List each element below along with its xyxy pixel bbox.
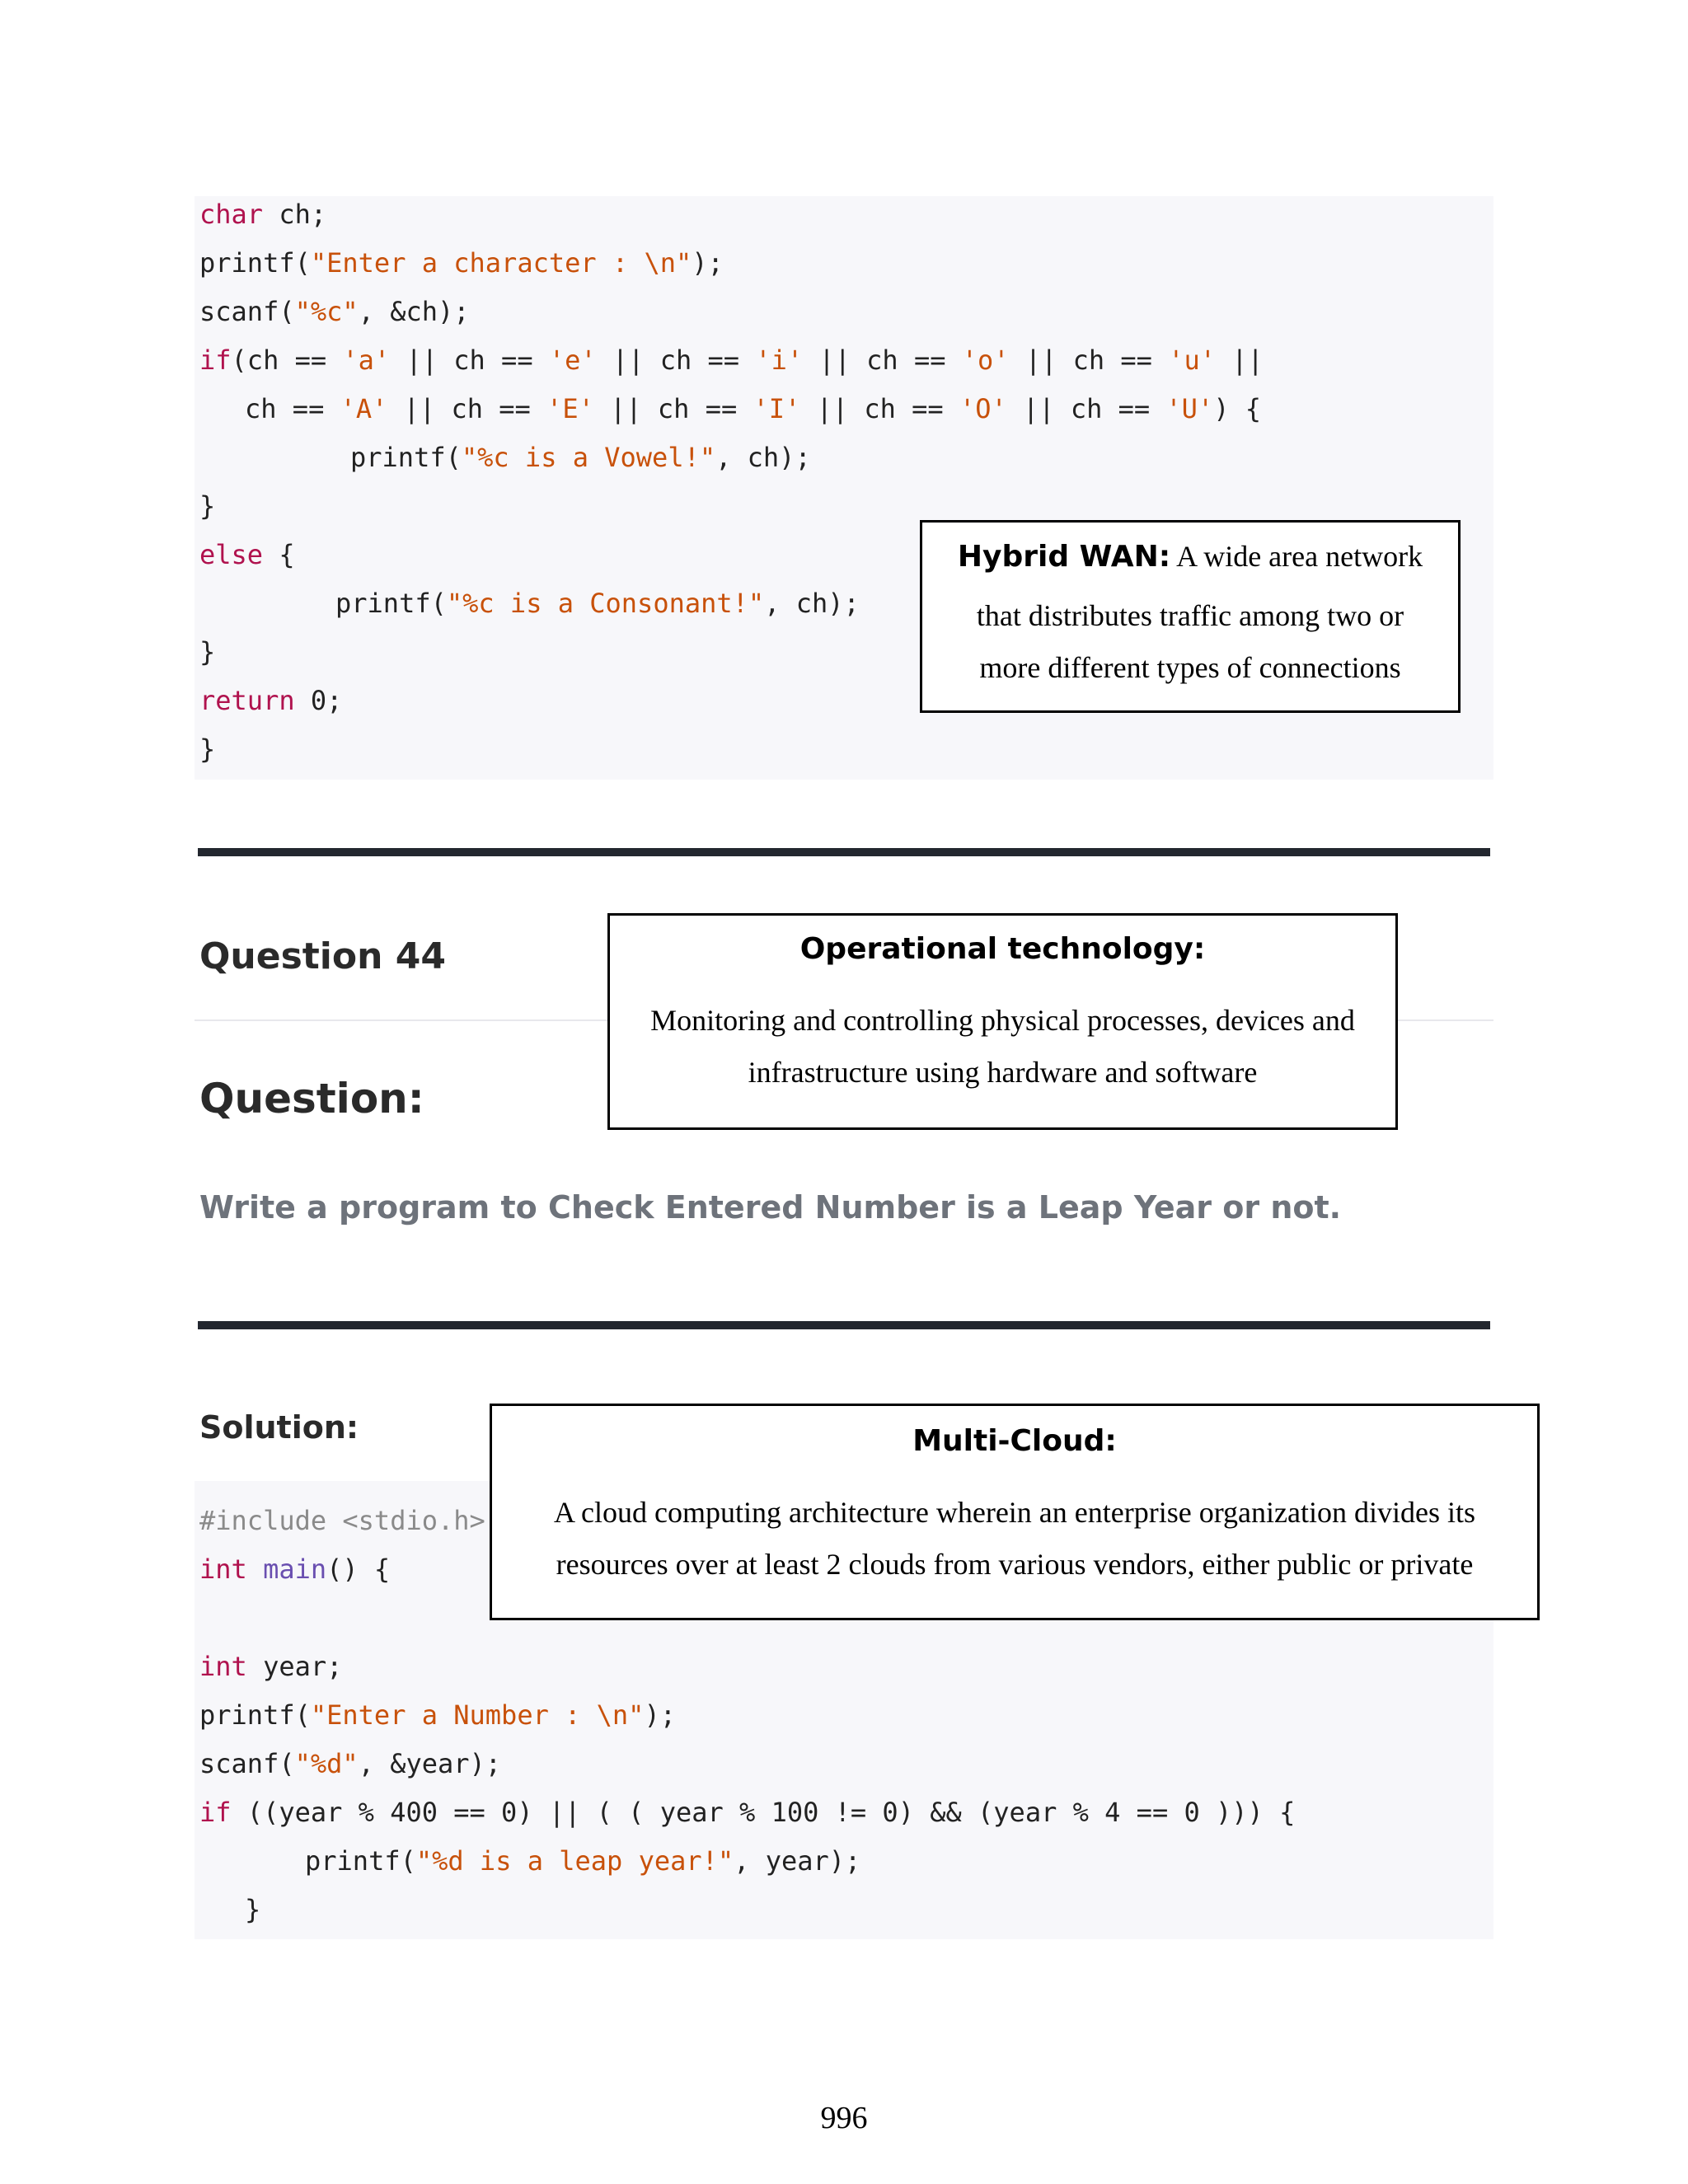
definition-title: Multi-Cloud: [912,1424,1117,1458]
code-line: scanf("%d", &year); [199,1748,502,1779]
definition-box-operational-technology [607,913,1398,1130]
solution-label: Solution: [199,1409,359,1446]
definition-title: Operational technology: [799,932,1206,966]
question-text: Write a program to Check Entered Number is a Leap Year or not. [199,1189,1342,1226]
question-number: Question 44 [199,935,446,977]
code-line: scanf("%c", &ch); [199,296,470,327]
code-line: else { [199,539,295,570]
code-line: printf("%d is a leap year!", year); [305,1845,861,1877]
definition-line: A cloud computing architecture wherein an enterprise organization divides its [554,1496,1475,1529]
code-line: char ch; [199,199,327,230]
section-divider [198,1321,1490,1329]
code-line: } [199,490,216,522]
code-line: } [199,733,216,765]
definition-title: Hybrid WAN: [957,540,1171,574]
code-line: if(ch == 'a' || ch == 'e' || ch == 'i' || ch == 'o' || ch == 'u' || [199,344,1264,376]
definition-line: more different types of connections [979,651,1401,684]
code-line: int year; [199,1651,343,1682]
code-line: if ((year % 400 == 0) || ( ( year % 100 != 0) && (year % 4 == 0 ))) { [199,1797,1296,1828]
code-line: #include <stdio.h> [199,1505,485,1536]
code-line: printf("%c is a Vowel!", ch); [350,442,811,473]
code-line: ch == 'A' || ch == 'E' || ch == 'I' || ch == 'O' || ch == 'U') { [245,393,1261,424]
page-number: 996 [820,2101,868,2135]
code-line: printf("%c is a Consonant!", ch); [335,588,860,619]
definition-line: infrastructure using hardware and software [748,1056,1258,1089]
code-line: printf("Enter a character : \n"); [199,247,724,279]
section-divider [198,848,1490,856]
definition-box-multi-cloud [490,1404,1540,1620]
question-label: Question: [199,1075,424,1122]
definition-line: Monitoring and controlling physical processes, devices and [650,1004,1355,1037]
definition-line: Hybrid WAN: A wide area network [957,540,1423,574]
code-line: return 0; [199,685,343,716]
code-line: printf("Enter a Number : \n"); [199,1699,676,1731]
code-line: } [199,636,216,668]
definition-line: that distributes traffic among two or [976,599,1404,632]
code-line: } [245,1894,261,1925]
code-line: int main() { [199,1554,391,1585]
definition-box-hybrid-wan [920,520,1461,713]
definition-line: resources over at least 2 clouds from various vendors, either public or private [556,1548,1474,1581]
